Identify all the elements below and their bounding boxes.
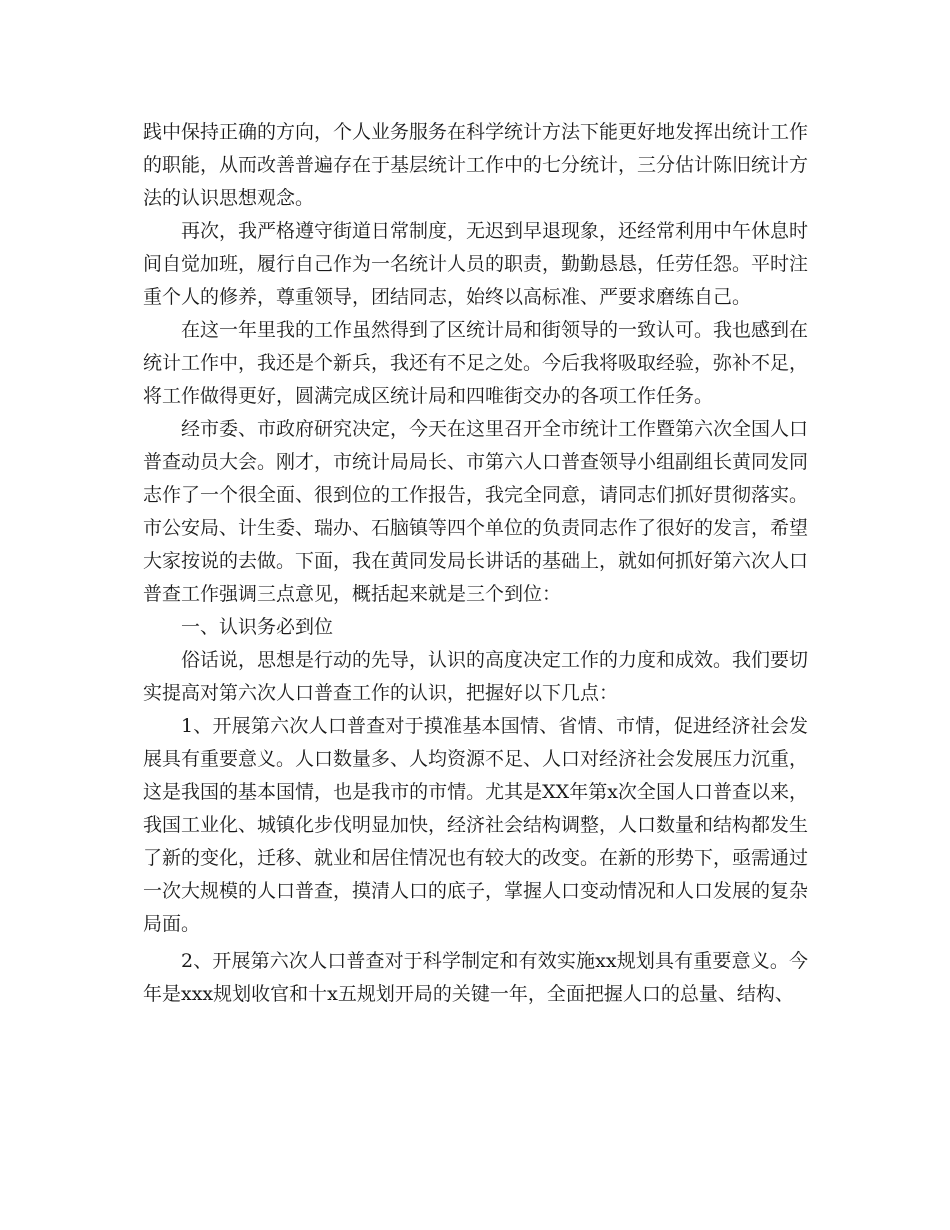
document-body (143, 116, 808, 1011)
paragraph-5: 俗话说，思想是行动的先导，认识的高度决定工作的力度和成效。我们要切实提高对第六次人口普查工作的认识，把握好以下几点： (143, 649, 809, 704)
paragraph-3: 在这一年里我的工作虽然得到了区统计局和街领导的一致认可。我也感到在统计工作中，我还是个新兵，我还有不足之处。今后我将吸取经验，弥补不足，将工作做得更好，圆满完成区统计局和四唯街交办的各项工作任务。 (143, 319, 809, 407)
paragraph-7: 2、开展第六次人口普查对于科学制定和有效实施xx规划具有重要意义。今年是xxx规划收官和十x五规划开局的关键一年，全面把握人口的总量、结构、 (143, 950, 808, 1005)
paragraph-1: 践中保持正确的方向，个人业务服务在科学统计方法下能更好地发挥出统计工作的职能，从而改善普遍存在于基层统计工作中的七分统计，三分估计陈旧统计方法的认识思想观念。 (143, 121, 809, 209)
paragraph-6: 1、开展第六次人口普查对于摸准基本国情、省情、市情，促进经济社会发展具有重要意义。人口数量多、人均资源不足、人口对经济社会发展压力沉重，这是我国的基本国情，也是我市的市情。尤其是XX年第x次全国人口普查以来，我国工业化、城镇化步伐明显加快，经济社会结构调整，人口数量和结构都发生了新的变化，迁移、就业和居住情况也有较大的改变。在新的形势下，亟需通过一次大规模的人口普查，摸清人口的底子，掌握人口变动情况和人口发展的复杂局面。 (143, 715, 809, 935)
paragraph-2: 再次，我严格遵守街道日常制度，无迟到早退现象，还经常利用中午休息时间自觉加班，履行自己作为一名统计人员的职责，勤勤恳恳，任劳任怨。平时注重个人的修养，尊重领导，团结同志，始终以高标准、严要求磨练自己。 (143, 220, 809, 308)
paragraph-4: 经市委、市政府研究决定，今天在这里召开全市统计工作暨第六次全国人口普查动员大会。刚才，市统计局局长、市第六人口普查领导小组副组长黄同发同志作了一个很全面、很到位的工作报告，我完全同意，请同志们抓好贯彻落实。市公安局、计生委、瑞办、石脑镇等四个单位的负责同志作了很好的发言，希望大家按说的去做。下面，我在黄同发局长讲话的基础上，就如何抓好第六次人口普查工作强调三点意见，概括起来就是三个到位： (143, 418, 809, 605)
section-heading-1: 一、认识务必到位 (181, 616, 334, 638)
